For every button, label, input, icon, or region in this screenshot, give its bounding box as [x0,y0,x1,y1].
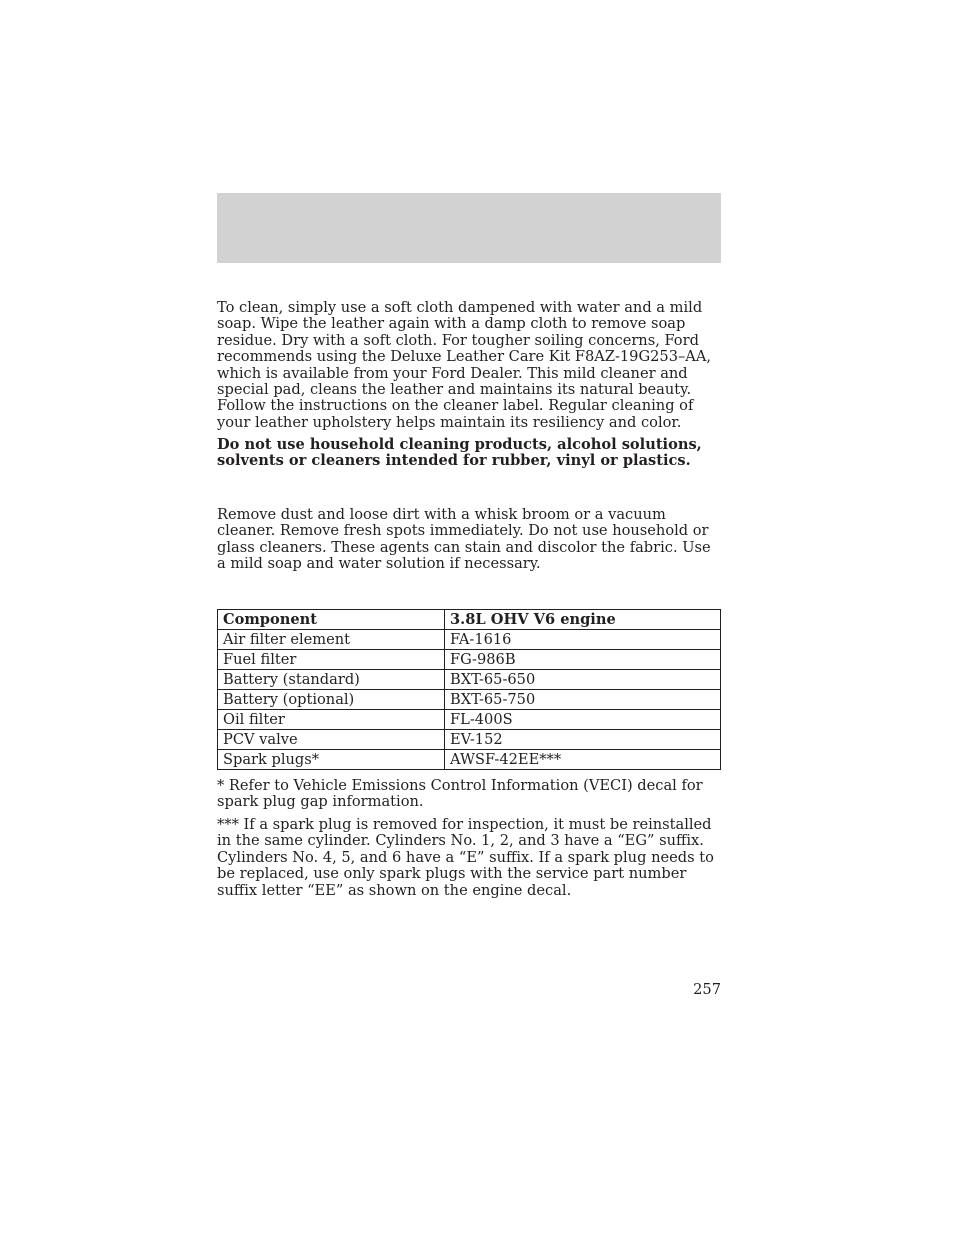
cloth-cleaning-paragraph [217,507,721,573]
table-row [218,710,721,730]
table-row [218,730,721,750]
part-number-cell: BXT-65-650 [445,670,721,690]
component-cell: Air filter element [218,630,445,650]
leather-cleaning-paragraph [217,300,721,431]
part-number-cell: FL-400S [445,710,721,730]
table-row [218,750,721,770]
part-number-cell: BXT-65-750 [445,690,721,710]
part-number-cell: FA-1616 [445,630,721,650]
table-row [218,670,721,690]
footnote-spark-plug-gap [217,778,721,811]
page-number: 257 [693,981,721,998]
footnote-spark-plug-suffix [217,817,721,899]
column-header-component: Component [218,610,445,630]
parts-table [217,609,721,770]
leather-warning [217,437,721,470]
footnote-spark-plug-suffix-text: *** If a spark plug is removed for inspection, it must be reinstalled in the same cylinder. Cylinders No. 1, 2, and 3 have a “EG” suffix. Cylinders No. 4, 5, and 6 have a “E” suffix. If a spark plug needs to be replaced, use only spark plugs with the service part number suffix letter “EE” as shown on the engine decal. [217,816,714,899]
table-header-row [218,610,721,630]
cloth-cleaning-text: Remove dust and loose dirt with a whisk broom or a vacuum cleaner. Remove fresh spots immediately. Do not use household or glass cleaners. These agents can stain and discolor the fabric. Use a mild soap and water solution if necessary. [217,506,711,573]
table-row [218,630,721,650]
component-cell: Battery (standard) [218,670,445,690]
leather-cleaning-text: To clean, simply use a soft cloth dampened with water and a mild soap. Wipe the leather again with a damp cloth to remove soap residue. Dry with a soft cloth. For tougher soiling concerns, Ford recommends using the Deluxe Leather Care Kit F8AZ-19G253–AA, which is available from your Ford Dealer. This mild cleaner and special pad, cleans the leather and maintains its natural beauty. Follow the instructions on the cleaner label. Regular cleaning of your leather upholstery helps maintain its resiliency and color. [217,299,711,431]
part-number-cell: FG-986B [445,650,721,670]
column-header-engine: 3.8L OHV V6 engine [445,610,721,630]
component-cell: Fuel filter [218,650,445,670]
part-number-cell: EV-152 [445,730,721,750]
table-row [218,690,721,710]
component-cell: Oil filter [218,710,445,730]
component-cell: Spark plugs* [218,750,445,770]
part-number-cell: AWSF-42EE*** [445,750,721,770]
leather-warning-text: Do not use household cleaning products, alcohol solutions, solvents or cleaners intended for rubber, vinyl or plastics. [217,436,702,470]
table-row [218,650,721,670]
component-cell: PCV valve [218,730,445,750]
footnote-spark-plug-gap-text: * Refer to Vehicle Emissions Control Information (VECI) decal for spark plug gap information. [217,777,703,811]
component-cell: Battery (optional) [218,690,445,710]
section-header-band [217,193,721,263]
